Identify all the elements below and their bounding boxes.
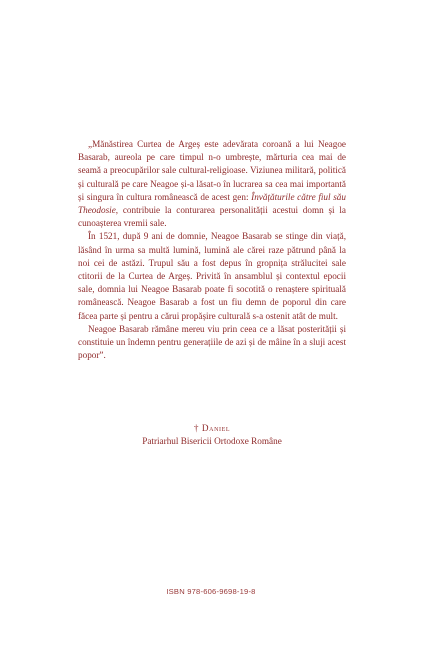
paragraph-3: Neagoe Basarab rămâne mereu viu prin ceea ce a lăsat posterității și constituie un îndemn pentru generațiile de azi și de mâine în a sluji acest popor”.	[78, 323, 346, 361]
signature-title: Patriarhul Bisericii Ortodoxe Române	[142, 436, 282, 447]
paragraph-1	[78, 138, 346, 230]
paragraph-1-text-start: „Mănăstirea Curtea de Argeș este adevărata coroană a lui Neagoe Basarab, aureola pe care timpul n-o umbrește, mărturia cea mai de seamă a preocupărilor sale cultural-religioase. Viziunea militară, politică și culturală pe care Neagoe și-a lăsat-o în lucrarea sa cea mai importantă și singura în cultura românească de acest gen:	[78, 139, 346, 202]
signature-block	[78, 422, 346, 448]
body-text	[78, 138, 346, 362]
isbn-number: ISBN 978-606-9698-19-8	[166, 587, 256, 596]
paragraph-2: În 1521, după 9 ani de domnie, Neagoe Basarab se stinge din viață, lăsând în urma sa multă lumină, lumină ale cărei raze pătrund până la noi cei de astăzi. Trupul său a fost depus în gropnița strălucitei sale ctitorii de la Curtea de Argeș. Privită în ansamblul și contextul epocii sale, domnia lui Neagoe Basarab poate fi socotită o renaștere spirituală românească. Neagoe Basarab a fost un fiu demn de poporul din care făcea parte și pentru a cărui propășire culturală s-a ostenit atât de mult.	[78, 231, 346, 321]
book-title: Învățăturile către fiul său Theodosie	[78, 191, 346, 216]
paragraph-1-text-end: , contribuie la conturarea personalității acestui domn și la cunoașterea vremii sale.	[78, 205, 346, 229]
signature-name: † Daniel	[193, 423, 231, 433]
